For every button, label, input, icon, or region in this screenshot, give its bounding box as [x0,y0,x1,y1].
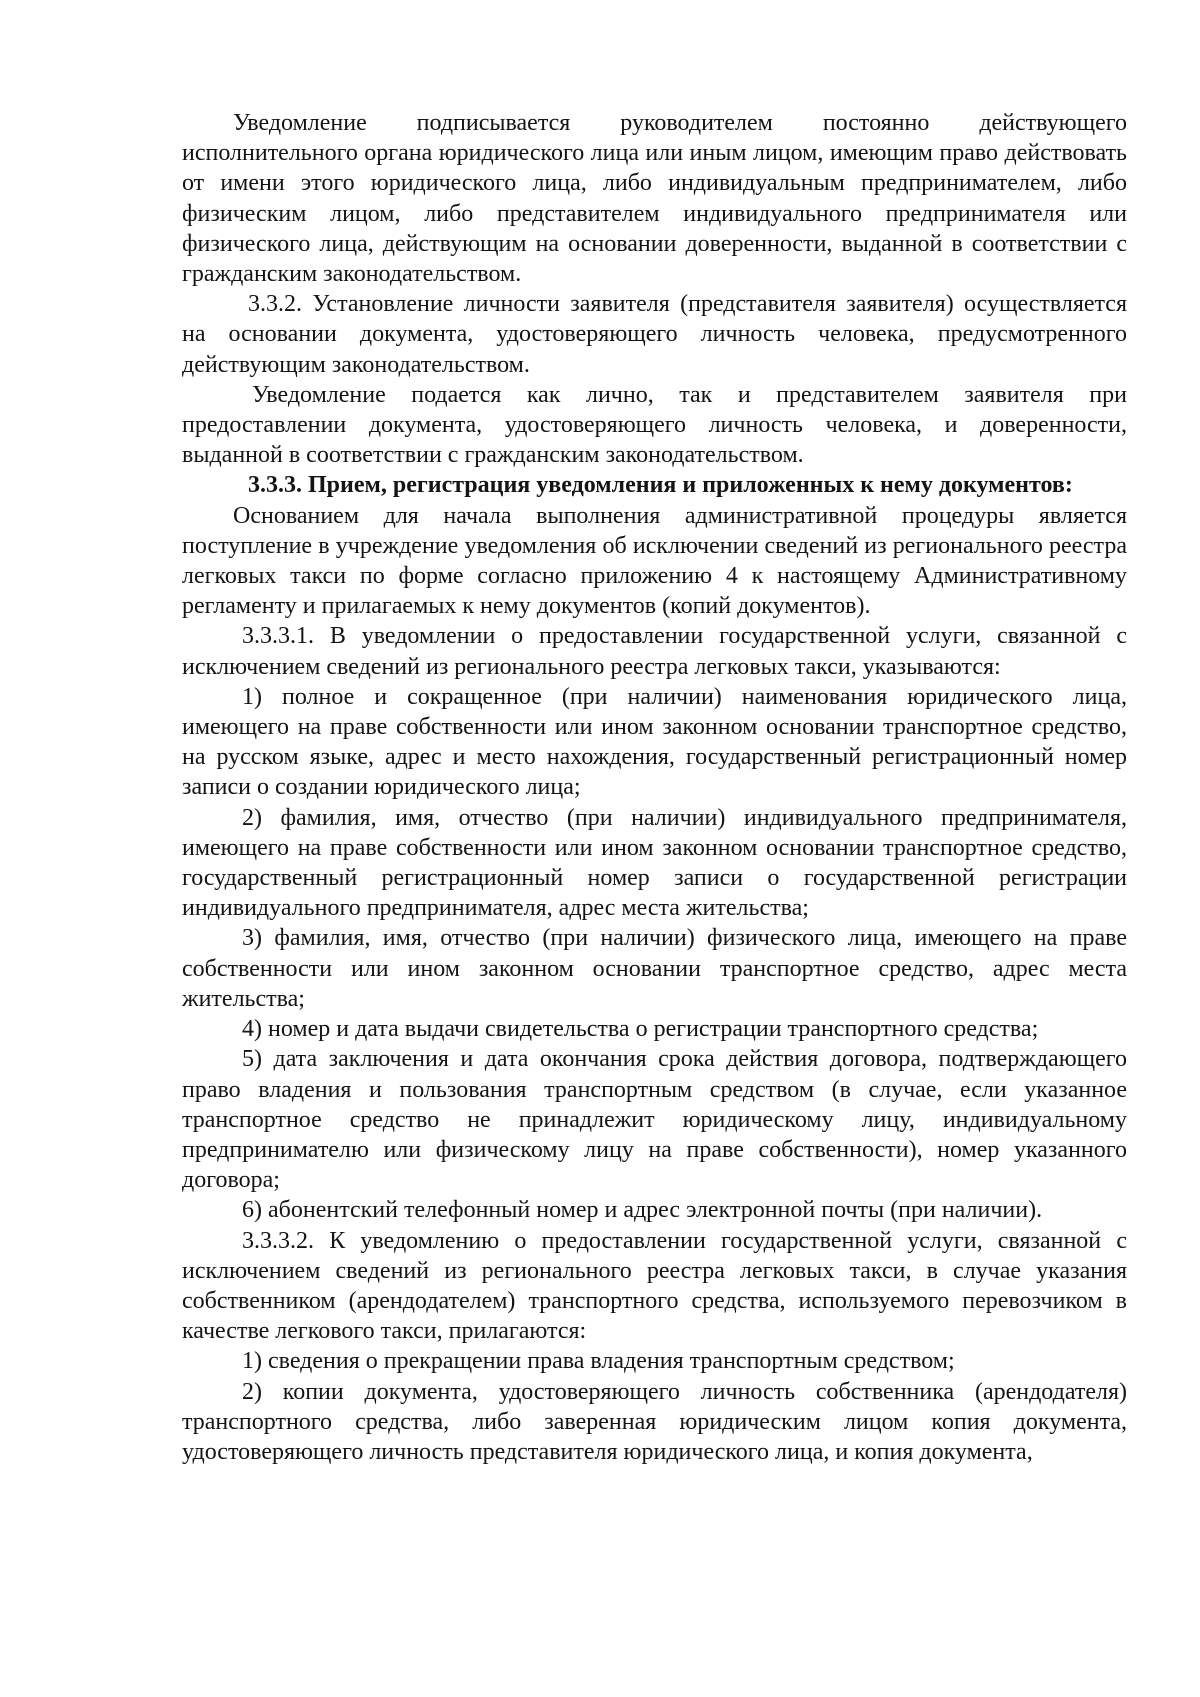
attachment-item-1: 1) сведения о прекращении права владения транспортным средством; [242,1348,955,1375]
paragraph-signature: Уведомление подписывается руководителем постоянно действующего исполнительного органа юридического лица или иным лицом, имеющим право действовать от имени этого юридического лица, либо индивидуальным предпринимателем, либо физическим лицом, либо представителем индивидуального предпринимателя или физического лица, действующим на основании доверенности, выданной в соответствии с гражданским законодательством. [182,110,1127,288]
section-heading-3-3-3: 3.3.3. Прием, регистрация уведомления и приложенных к нему документов: [248,472,1073,499]
attachment-item-2: 2) копии документа, удостоверяющего личность собственника (арендодателя) транспортного средства, либо заверенная юридическим лицом копия документа, удостоверяющего личность представителя юридического лица, и копия документа, [182,1378,1127,1465]
list-item-1: 1) полное и сокращенное (при наличии) наименования юридического лица, имеющего на праве собственности или ином законном основании транспортное средство, на русском языке, адрес и место нахождения, государственный регистрационный номер записи о создании юридического лица; [182,683,1127,801]
list-item-2: 2) фамилия, имя, отчество (при наличии) индивидуального предпринимателя, имеющего на праве собственности или ином законном основании транспортное средство, государственный регистрационный номер записи о государственной регистрации индивидуального предпринимателя, адрес места жительства; [182,804,1127,922]
paragraph-basis: Основанием для начала выполнения административной процедуры является поступление в учреждение уведомления об исключении сведений из регионального реестра легковых такси по форме согласно приложению 4 к настоящему Административному регламенту и прилагаемых к нему документов (копий документов). [182,502,1127,620]
list-item-4: 4) номер и дата выдачи свидетельства о регистрации транспортного средства; [242,1016,1039,1043]
paragraph-3-3-3-2: 3.3.3.2. К уведомлению о предоставлении государственной услуги, связанной с исключением сведений из регионального реестра легковых такси, в случае указания собственником (арендодателем) транспортного средства, используемого перевозчиком в качестве легкового такси, прилагаются: [182,1227,1127,1345]
paragraph-3-3-2: 3.3.2. Установление личности заявителя (представителя заявителя) осуществляется на основании документа, удостоверяющего личность человека, предусмотренного действующим законодательством. [182,291,1127,378]
paragraph-3-3-3-1: 3.3.3.1. В уведомлении о предоставлении государственной услуги, связанной с исключением сведений из регионального реестра легковых такси, указываются: [182,623,1127,680]
document-text [182,108,1127,1467]
list-item-5: 5) дата заключения и дата окончания срока действия договора, подтверждающего право владения и пользования транспортным средством (в случае, если указанное транспортное средство не принадлежит юридическому лицу, индивидуальному предпринимателю или физическому лицу на праве собственности), номер указанного договора; [182,1046,1127,1194]
paragraph-submission: Уведомление подается как лично, так и представителем заявителя при предоставлении документа, удостоверяющего личность человека, и доверенности, выданной в соответствии с гражданским законодательством. [182,381,1127,469]
list-item-6: 6) абонентский телефонный номер и адрес электронной почты (при наличии). [242,1197,1043,1224]
list-item-3: 3) фамилия, имя, отчество (при наличии) физического лица, имеющего на праве собственности или ином законном основании транспортное средство, адрес места жительства; [182,925,1127,1012]
